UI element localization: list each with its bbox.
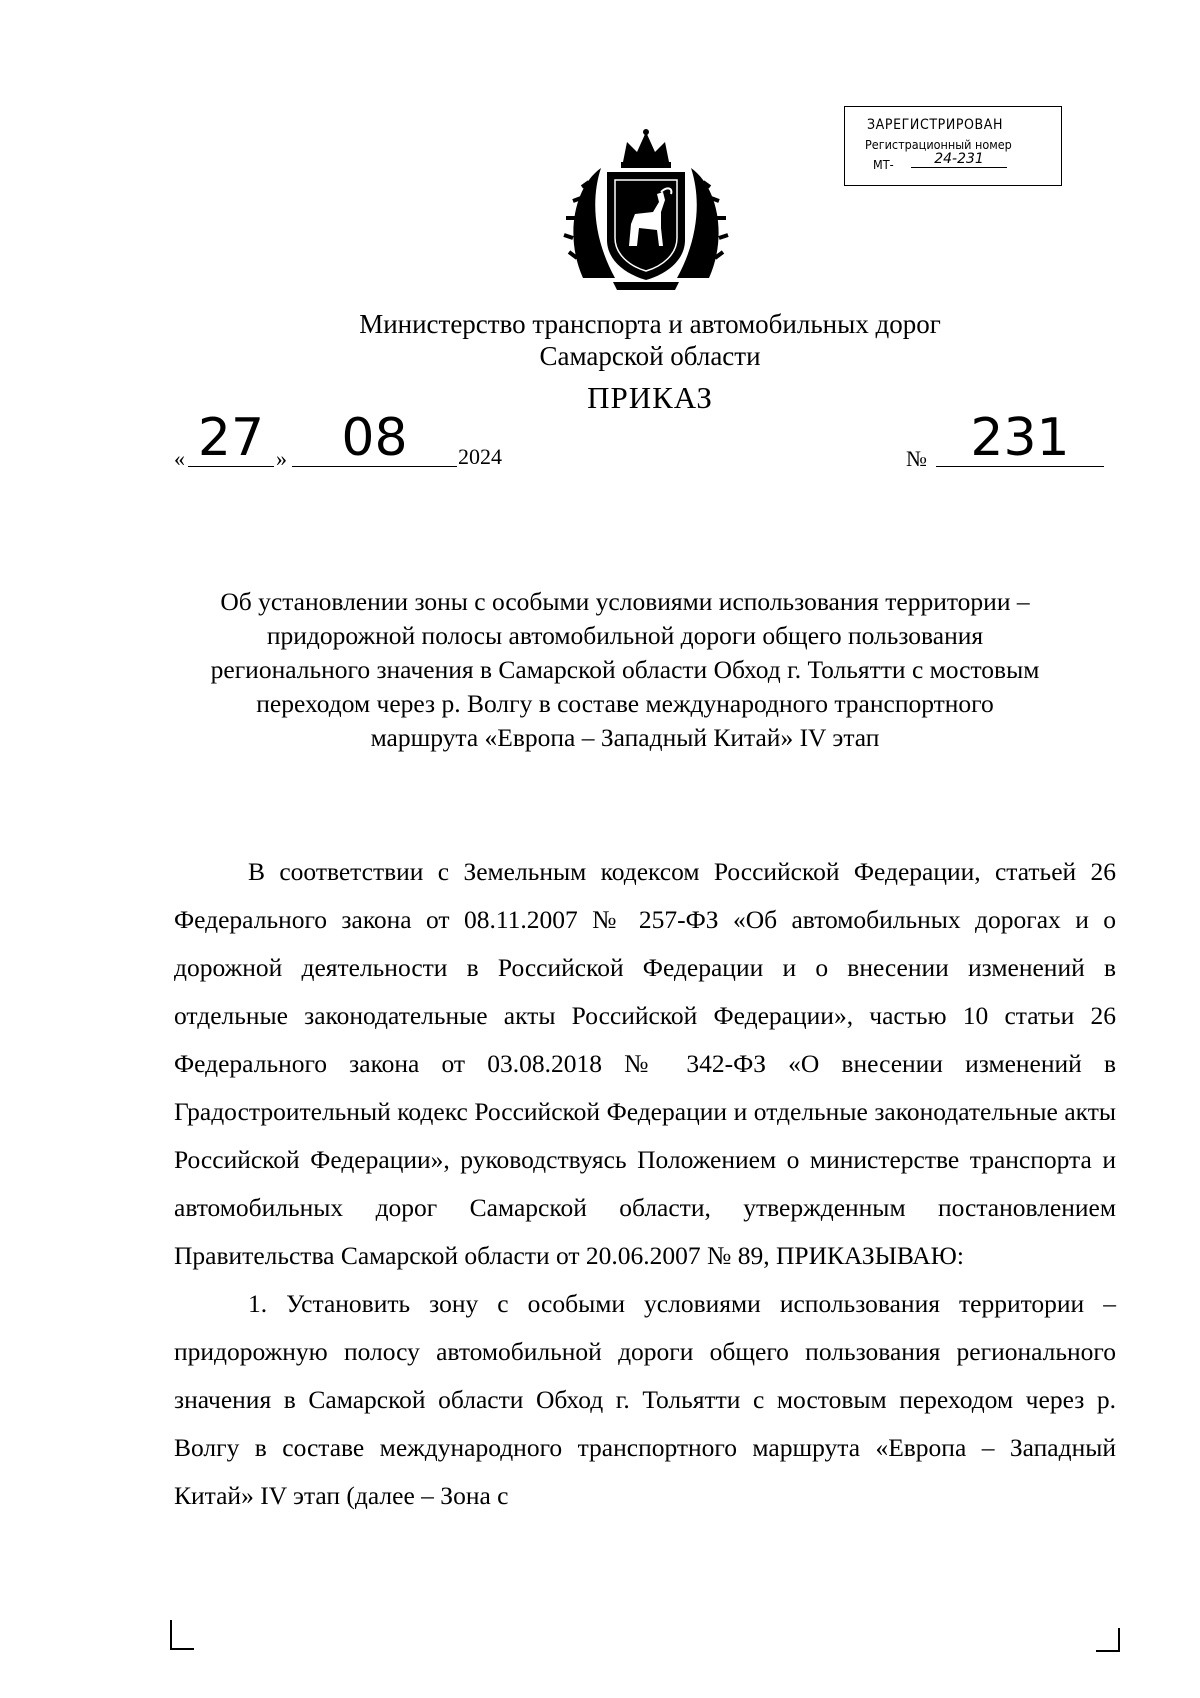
- corner-mark-left: [170, 1620, 194, 1650]
- date-year: 2024: [458, 444, 502, 469]
- date-month: 08: [292, 410, 457, 467]
- date-day: 27: [188, 410, 274, 467]
- stamp-number: 24-231: [911, 151, 1007, 168]
- date-close-quote: »: [276, 446, 287, 471]
- date-open-quote: «: [174, 446, 185, 471]
- preamble-paragraph: В соответствии с Земельным кодексом Российской Федерации, статьей 26 Федерального закона от 08.11.2007 № 257-ФЗ «Об автомобильных дорогах и о дорожной деятельности в Российской Федерации и о внесении изменений в отдельные законодательные акты Российской Федерации», частью 10 статьи 26 Федерального закона от 03.08.2018 № 342-ФЗ «О внесении изменений в Градостроительный кодекс Российской Федерации и отдельные законодательные акты Российской Федерации», руководствуясь Положением о министерстве транспорта и автомобильных дорог Самарской области, утвержденным постановлением Правительства Самарской области от 20.06.2007 № 89, ПРИКАЗЫВАЮ:: [174, 857, 1116, 1270]
- subject-line-2: придорожной полосы автомобильной дороги общего пользования: [266, 621, 984, 650]
- order-number: 231: [936, 410, 1104, 467]
- document-type: ПРИКАЗ: [587, 380, 713, 415]
- ministry-line-2: Самарской области: [539, 341, 761, 371]
- item-1-paragraph: 1. Установить зону с особыми условиями использования территории – придорожную полосу автомобильной дороги общего пользования регионального значения в Самарской области Обход г. Тольятти с мостовым переходом через р. Волгу в составе международного транспортного маршрута «Европа – Западный Китай» IV этап (далее – Зона с: [174, 1289, 1116, 1510]
- subject-line-4: переходом через р. Волгу в составе международного транспортного: [256, 689, 994, 718]
- samara-coat-of-arms-icon: [563, 128, 729, 294]
- document-body: [174, 848, 1116, 1520]
- registration-stamp: [844, 106, 1062, 186]
- ministry-line-1: Министерство транспорта и автомобильных дорог: [359, 309, 941, 339]
- subject-line-1: Об установлении зоны с особыми условиями использования территории –: [220, 587, 1030, 616]
- stamp-status: ЗАРЕГИСТРИРОВАН: [867, 117, 1004, 133]
- order-subject: [150, 585, 1100, 755]
- corner-mark-right: [1096, 1628, 1120, 1652]
- stamp-prefix: МТ-: [873, 157, 894, 172]
- subject-line-3: регионального значения в Самарской области Обход г. Тольятти с мостовым: [210, 655, 1040, 684]
- ministry-name: [240, 308, 1060, 372]
- number-sign: №: [906, 446, 927, 471]
- subject-line-5: маршрута «Европа – Западный Китай» IV этап: [370, 723, 880, 752]
- stamp-label: Регистрационный номер: [865, 137, 1012, 152]
